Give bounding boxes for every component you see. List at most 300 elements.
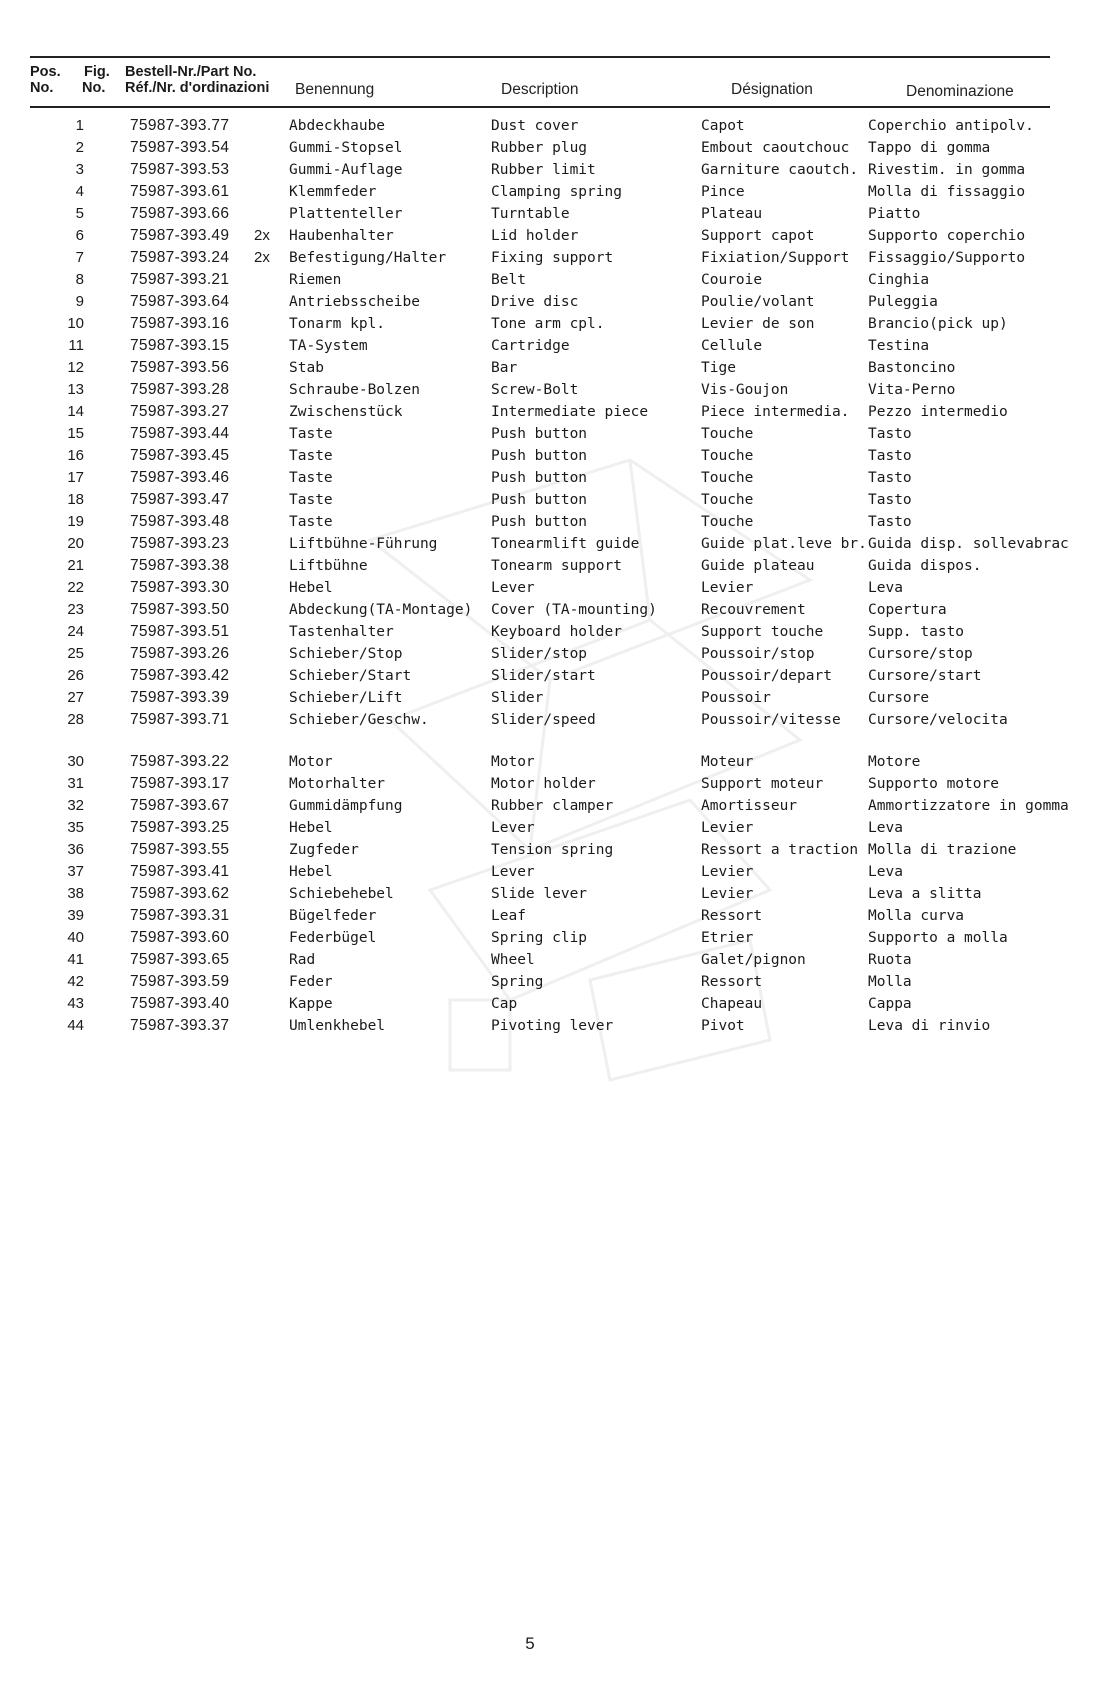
top-rule bbox=[30, 56, 1050, 58]
designation-cell: Vis-Goujon bbox=[701, 382, 789, 398]
pos-cell: 28 bbox=[67, 711, 84, 728]
denominazione-cell: Brancio(pick up) bbox=[868, 316, 1008, 332]
part-number-cell: 75987-393.42 bbox=[130, 667, 230, 684]
designation-cell: Moteur bbox=[701, 754, 754, 770]
pos-cell: 30 bbox=[67, 753, 84, 770]
pos-cell: 22 bbox=[67, 579, 84, 596]
denominazione-cell: Fissaggio/Supporto bbox=[868, 250, 1026, 266]
description-cell: Motor bbox=[491, 754, 535, 770]
denominazione-cell: Guida disp. sollevabrac bbox=[868, 536, 1069, 552]
part-number-cell: 75987-393.56 bbox=[130, 359, 230, 376]
description-cell: Wheel bbox=[491, 952, 535, 968]
pos-cell: 26 bbox=[67, 667, 84, 684]
pos-cell: 24 bbox=[67, 623, 84, 640]
pos-cell: 6 bbox=[75, 227, 84, 244]
denominazione-cell: Coperchio antipolv. bbox=[868, 118, 1034, 134]
designation-cell: Poussoir/depart bbox=[701, 668, 832, 684]
part-number-cell: 75987-393.44 bbox=[130, 425, 230, 442]
denominazione-cell: Tasto bbox=[868, 514, 912, 530]
table-row bbox=[0, 773, 1108, 795]
denominazione-cell: Leva bbox=[868, 820, 903, 836]
denominazione-cell: Copertura bbox=[868, 602, 947, 618]
benennung-cell: Schieber/Lift bbox=[289, 690, 403, 706]
denominazione-cell: Vita-Perno bbox=[868, 382, 956, 398]
description-cell: Drive disc bbox=[491, 294, 579, 310]
designation-cell: Galet/pignon bbox=[701, 952, 806, 968]
benennung-cell: Taste bbox=[289, 470, 333, 486]
table-row bbox=[0, 467, 1108, 489]
description-cell: Slider/start bbox=[491, 668, 596, 684]
header-description: Description bbox=[501, 81, 579, 98]
designation-cell: Levier de son bbox=[701, 316, 815, 332]
description-cell: Rubber clamper bbox=[491, 798, 614, 814]
designation-cell: Poussoir/stop bbox=[701, 646, 815, 662]
denominazione-cell: Ammortizzatore in gomma bbox=[868, 798, 1069, 814]
benennung-cell: Riemen bbox=[289, 272, 342, 288]
pos-cell: 42 bbox=[67, 973, 84, 990]
denominazione-cell: Bastoncino bbox=[868, 360, 956, 376]
part-number-cell: 75987-393.62 bbox=[130, 885, 230, 902]
part-number-cell: 75987-393.25 bbox=[130, 819, 230, 836]
part-number-cell: 75987-393.47 bbox=[130, 491, 230, 508]
benennung-cell: Hebel bbox=[289, 580, 333, 596]
benennung-cell: Abdeckhaube bbox=[289, 118, 386, 134]
denominazione-cell: Tasto bbox=[868, 492, 912, 508]
denominazione-cell: Molla curva bbox=[868, 908, 965, 924]
benennung-cell: Gummi-Auflage bbox=[289, 162, 403, 178]
description-cell: Motor holder bbox=[491, 776, 596, 792]
benennung-cell: TA-System bbox=[289, 338, 368, 354]
table-row bbox=[0, 709, 1108, 731]
designation-cell: Ressort bbox=[701, 908, 763, 924]
description-cell: Spring bbox=[491, 974, 544, 990]
benennung-cell: Schieber/Stop bbox=[289, 646, 403, 662]
designation-cell: Embout caoutchouc bbox=[701, 140, 850, 156]
benennung-cell: Taste bbox=[289, 514, 333, 530]
pos-cell: 7 bbox=[75, 249, 84, 266]
designation-cell: Poussoir/vitesse bbox=[701, 712, 841, 728]
part-number-cell: 75987-393.60 bbox=[130, 929, 230, 946]
header-denominazione: Denominazione bbox=[906, 83, 1014, 100]
pos-cell: 1 bbox=[75, 117, 84, 134]
denominazione-cell: Molla bbox=[868, 974, 912, 990]
denominazione-cell: Leva a slitta bbox=[868, 886, 982, 902]
designation-cell: Support moteur bbox=[701, 776, 824, 792]
part-number-cell: 75987-393.30 bbox=[130, 579, 230, 596]
table-row bbox=[0, 533, 1108, 555]
description-cell: Turntable bbox=[491, 206, 570, 222]
part-number-cell: 75987-393.38 bbox=[130, 557, 230, 574]
description-cell: Push button bbox=[491, 448, 588, 464]
part-number-cell: 75987-393.67 bbox=[130, 797, 230, 814]
benennung-cell: Kappe bbox=[289, 996, 333, 1012]
designation-cell: Levier bbox=[701, 580, 754, 596]
table-row bbox=[0, 687, 1108, 709]
table-row bbox=[0, 621, 1108, 643]
table-row bbox=[0, 137, 1108, 159]
designation-cell: Ressort a traction bbox=[701, 842, 859, 858]
denominazione-cell: Leva di rinvio bbox=[868, 1018, 991, 1034]
table-row bbox=[0, 225, 1108, 247]
benennung-cell: Hebel bbox=[289, 820, 333, 836]
benennung-cell: Motorhalter bbox=[289, 776, 386, 792]
table-row bbox=[0, 555, 1108, 577]
header-pos-line1: Pos. bbox=[30, 64, 61, 80]
description-cell: Push button bbox=[491, 492, 588, 508]
header-part-line1: Bestell-Nr./Part No. bbox=[125, 64, 257, 80]
part-number-cell: 75987-393.16 bbox=[130, 315, 230, 332]
part-number-cell: 75987-393.31 bbox=[130, 907, 230, 924]
pos-cell: 40 bbox=[67, 929, 84, 946]
table-row bbox=[0, 489, 1108, 511]
designation-cell: Ressort bbox=[701, 974, 763, 990]
denominazione-cell: Supp. tasto bbox=[868, 624, 965, 640]
denominazione-cell: Supporto a molla bbox=[868, 930, 1008, 946]
pos-cell: 43 bbox=[67, 995, 84, 1012]
part-number-cell: 75987-393.24 bbox=[130, 249, 230, 266]
designation-cell: Chapeau bbox=[701, 996, 763, 1012]
description-cell: Spring clip bbox=[491, 930, 588, 946]
denominazione-cell: Leva bbox=[868, 864, 903, 880]
pos-cell: 31 bbox=[67, 775, 84, 792]
part-number-cell: 75987-393.53 bbox=[130, 161, 230, 178]
table-row bbox=[0, 115, 1108, 137]
description-cell: Rubber limit bbox=[491, 162, 596, 178]
pos-cell: 23 bbox=[67, 601, 84, 618]
pos-cell: 36 bbox=[67, 841, 84, 858]
description-cell: Tone arm cpl. bbox=[491, 316, 605, 332]
part-number-cell: 75987-393.37 bbox=[130, 1017, 230, 1034]
benennung-cell: Zwischenstück bbox=[289, 404, 403, 420]
denominazione-cell: Tappo di gomma bbox=[868, 140, 991, 156]
pos-cell: 21 bbox=[67, 557, 84, 574]
pos-cell: 44 bbox=[67, 1017, 84, 1034]
benennung-cell: Umlenkhebel bbox=[289, 1018, 386, 1034]
part-number-cell: 75987-393.49 bbox=[130, 227, 230, 244]
benennung-cell: Zugfeder bbox=[289, 842, 359, 858]
part-number-cell: 75987-393.21 bbox=[130, 271, 230, 288]
pos-cell: 39 bbox=[67, 907, 84, 924]
table-row bbox=[0, 313, 1108, 335]
table-row bbox=[0, 927, 1108, 949]
part-number-cell: 75987-393.61 bbox=[130, 183, 230, 200]
pos-cell: 38 bbox=[67, 885, 84, 902]
description-cell: Cap bbox=[491, 996, 518, 1012]
header-part-line2: Réf./Nr. d'ordinazioni bbox=[125, 80, 270, 96]
pos-cell: 5 bbox=[75, 205, 84, 222]
benennung-cell: Motor bbox=[289, 754, 333, 770]
benennung-cell: Gummi-Stopsel bbox=[289, 140, 403, 156]
part-number-cell: 75987-393.48 bbox=[130, 513, 230, 530]
table-row bbox=[0, 401, 1108, 423]
pos-cell: 19 bbox=[67, 513, 84, 530]
benennung-cell: Antriebsscheibe bbox=[289, 294, 420, 310]
denominazione-cell: Tasto bbox=[868, 426, 912, 442]
part-number-cell: 75987-393.54 bbox=[130, 139, 230, 156]
header-fig-line1: Fig. bbox=[84, 64, 110, 80]
benennung-cell: Stab bbox=[289, 360, 324, 376]
designation-cell: Couroie bbox=[701, 272, 763, 288]
description-cell: Screw-Bolt bbox=[491, 382, 579, 398]
description-cell: Push button bbox=[491, 426, 588, 442]
header-fig-line2: No. bbox=[82, 80, 106, 96]
denominazione-cell: Motore bbox=[868, 754, 921, 770]
pos-cell: 20 bbox=[67, 535, 84, 552]
pos-cell: 8 bbox=[75, 271, 84, 288]
description-cell: Slide lever bbox=[491, 886, 588, 902]
part-number-cell: 75987-393.26 bbox=[130, 645, 230, 662]
part-number-cell: 75987-393.59 bbox=[130, 973, 230, 990]
denominazione-cell: Molla di trazione bbox=[868, 842, 1017, 858]
part-number-cell: 75987-393.23 bbox=[130, 535, 230, 552]
designation-cell: Amortisseur bbox=[701, 798, 798, 814]
designation-cell: Recouvrement bbox=[701, 602, 806, 618]
table-row bbox=[0, 905, 1108, 927]
description-cell: Slider bbox=[491, 690, 544, 706]
pos-cell: 27 bbox=[67, 689, 84, 706]
designation-cell: Garniture caoutch. bbox=[701, 162, 859, 178]
designation-cell: Guide plat.leve br. bbox=[701, 536, 867, 552]
pos-cell: 16 bbox=[67, 447, 84, 464]
part-number-cell: 75987-393.27 bbox=[130, 403, 230, 420]
benennung-cell: Tastenhalter bbox=[289, 624, 394, 640]
description-cell: Tonearmlift guide bbox=[491, 536, 640, 552]
part-number-cell: 75987-393.45 bbox=[130, 447, 230, 464]
description-cell: Cartridge bbox=[491, 338, 570, 354]
denominazione-cell: Ruota bbox=[868, 952, 912, 968]
table-row bbox=[0, 665, 1108, 687]
benennung-cell: Rad bbox=[289, 952, 316, 968]
page-number: 5 bbox=[525, 1634, 535, 1653]
benennung-cell: Schieber/Geschw. bbox=[289, 712, 429, 728]
part-number-cell: 75987-393.46 bbox=[130, 469, 230, 486]
designation-cell: Levier bbox=[701, 820, 754, 836]
benennung-cell: Federbügel bbox=[289, 930, 377, 946]
description-cell: Tonearm support bbox=[491, 558, 622, 574]
description-cell: Clamping spring bbox=[491, 184, 622, 200]
description-cell: Push button bbox=[491, 514, 588, 530]
denominazione-cell: Tasto bbox=[868, 448, 912, 464]
header-designation: Désignation bbox=[731, 81, 813, 98]
part-number-cell: 75987-393.28 bbox=[130, 381, 230, 398]
benennung-cell: Tonarm kpl. bbox=[289, 316, 386, 332]
benennung-cell: Klemmfeder bbox=[289, 184, 377, 200]
pos-cell: 35 bbox=[67, 819, 84, 836]
denominazione-cell: Supporto motore bbox=[868, 776, 999, 792]
denominazione-cell: Leva bbox=[868, 580, 903, 596]
pos-cell: 25 bbox=[67, 645, 84, 662]
table-row bbox=[0, 269, 1108, 291]
designation-cell: Capot bbox=[701, 118, 745, 134]
benennung-cell: Schieber/Start bbox=[289, 668, 412, 684]
description-cell: Fixing support bbox=[491, 250, 614, 266]
part-number-cell: 75987-393.64 bbox=[130, 293, 230, 310]
denominazione-cell: Puleggia bbox=[868, 294, 938, 310]
table-row bbox=[0, 751, 1108, 773]
designation-cell: Touche bbox=[701, 492, 754, 508]
table-row bbox=[0, 861, 1108, 883]
benennung-cell: Taste bbox=[289, 426, 333, 442]
benennung-cell: Liftbühne bbox=[289, 558, 368, 574]
table-row bbox=[0, 883, 1108, 905]
table-row bbox=[0, 993, 1108, 1015]
part-number-cell: 75987-393.71 bbox=[130, 711, 230, 728]
denominazione-cell: Cursore/start bbox=[868, 668, 982, 684]
designation-cell: Etrier bbox=[701, 930, 754, 946]
pos-cell: 14 bbox=[67, 403, 84, 420]
description-cell: Bar bbox=[491, 360, 518, 376]
part-number-cell: 75987-393.17 bbox=[130, 775, 230, 792]
table-row bbox=[0, 599, 1108, 621]
denominazione-cell: Rivestim. in gomma bbox=[868, 162, 1026, 178]
table-row bbox=[0, 335, 1108, 357]
description-cell: Dust cover bbox=[491, 118, 579, 134]
denominazione-cell: Cursore bbox=[868, 690, 930, 706]
designation-cell: Levier bbox=[701, 864, 754, 880]
designation-cell: Piece intermedia. bbox=[701, 404, 850, 420]
designation-cell: Support capot bbox=[701, 228, 815, 244]
table-row bbox=[0, 971, 1108, 993]
table-row bbox=[0, 423, 1108, 445]
denominazione-cell: Cinghia bbox=[868, 272, 930, 288]
table-row bbox=[0, 445, 1108, 467]
benennung-cell: Taste bbox=[289, 448, 333, 464]
designation-cell: Fixiation/Support bbox=[701, 250, 850, 266]
designation-cell: Touche bbox=[701, 470, 754, 486]
pos-cell: 17 bbox=[67, 469, 84, 486]
pos-cell: 37 bbox=[67, 863, 84, 880]
benennung-cell: Haubenhalter bbox=[289, 228, 394, 244]
denominazione-cell: Cursore/velocita bbox=[868, 712, 1008, 728]
designation-cell: Pince bbox=[701, 184, 745, 200]
denominazione-cell: Molla di fissaggio bbox=[868, 184, 1026, 200]
denominazione-cell: Cappa bbox=[868, 996, 912, 1012]
pos-cell: 2 bbox=[75, 139, 84, 156]
description-cell: Pivoting lever bbox=[491, 1018, 614, 1034]
designation-cell: Touche bbox=[701, 426, 754, 442]
pos-cell: 18 bbox=[67, 491, 84, 508]
description-cell: Lid holder bbox=[491, 228, 579, 244]
part-number-cell: 75987-393.39 bbox=[130, 689, 230, 706]
description-cell: Belt bbox=[491, 272, 526, 288]
description-cell: Leaf bbox=[491, 908, 526, 924]
denominazione-cell: Pezzo intermedio bbox=[868, 404, 1008, 420]
designation-cell: Tige bbox=[701, 360, 736, 376]
denominazione-cell: Testina bbox=[868, 338, 930, 354]
designation-cell: Plateau bbox=[701, 206, 763, 222]
designation-cell: Support touche bbox=[701, 624, 824, 640]
part-number-cell: 75987-393.55 bbox=[130, 841, 230, 858]
description-cell: Slider/stop bbox=[491, 646, 588, 662]
pos-cell: 15 bbox=[67, 425, 84, 442]
pos-cell: 9 bbox=[75, 293, 84, 310]
designation-cell: Touche bbox=[701, 514, 754, 530]
designation-cell: Poussoir bbox=[701, 690, 771, 706]
description-cell: Lever bbox=[491, 820, 535, 836]
pos-cell: 41 bbox=[67, 951, 84, 968]
denominazione-cell: Guida dispos. bbox=[868, 558, 982, 574]
part-number-cell: 75987-393.22 bbox=[130, 753, 230, 770]
table-row bbox=[0, 379, 1108, 401]
description-cell: Lever bbox=[491, 864, 535, 880]
table-row bbox=[0, 817, 1108, 839]
description-cell: Rubber plug bbox=[491, 140, 588, 156]
table-row bbox=[0, 357, 1108, 379]
part-number-cell: 75987-393.15 bbox=[130, 337, 230, 354]
quantity-cell: 2x bbox=[254, 249, 270, 266]
table-row bbox=[0, 577, 1108, 599]
description-cell: Slider/speed bbox=[491, 712, 596, 728]
header-benennung: Benennung bbox=[295, 81, 375, 98]
table-row bbox=[0, 1015, 1108, 1037]
benennung-cell: Hebel bbox=[289, 864, 333, 880]
denominazione-cell: Supporto coperchio bbox=[868, 228, 1026, 244]
pos-cell: 12 bbox=[67, 359, 84, 376]
description-cell: Tension spring bbox=[491, 842, 614, 858]
benennung-cell: Abdeckung(TA-Montage) bbox=[289, 602, 473, 618]
part-number-cell: 75987-393.41 bbox=[130, 863, 230, 880]
benennung-cell: Feder bbox=[289, 974, 333, 990]
benennung-cell: Schiebehebel bbox=[289, 886, 394, 902]
part-number-cell: 75987-393.51 bbox=[130, 623, 230, 640]
pos-cell: 32 bbox=[67, 797, 84, 814]
benennung-cell: Liftbühne-Führung bbox=[289, 536, 438, 552]
pos-cell: 3 bbox=[75, 161, 84, 178]
header-rule bbox=[30, 106, 1050, 108]
description-cell: Lever bbox=[491, 580, 535, 596]
table-row bbox=[0, 511, 1108, 533]
pos-cell: 10 bbox=[67, 315, 84, 332]
description-cell: Keyboard holder bbox=[491, 624, 622, 640]
designation-cell: Levier bbox=[701, 886, 754, 902]
table-row bbox=[0, 795, 1108, 817]
part-number-cell: 75987-393.40 bbox=[130, 995, 230, 1012]
table-row bbox=[0, 159, 1108, 181]
designation-cell: Touche bbox=[701, 448, 754, 464]
pos-cell: 4 bbox=[75, 183, 84, 200]
table-row bbox=[0, 203, 1108, 225]
table-row bbox=[0, 181, 1108, 203]
denominazione-cell: Tasto bbox=[868, 470, 912, 486]
designation-cell: Guide plateau bbox=[701, 558, 815, 574]
benennung-cell: Bügelfeder bbox=[289, 908, 377, 924]
header-pos-line2: No. bbox=[30, 80, 54, 96]
benennung-cell: Schraube-Bolzen bbox=[289, 382, 420, 398]
benennung-cell: Gummidämpfung bbox=[289, 798, 403, 814]
table-row bbox=[0, 643, 1108, 665]
part-number-cell: 75987-393.65 bbox=[130, 951, 230, 968]
part-number-cell: 75987-393.77 bbox=[130, 117, 230, 134]
designation-cell: Pivot bbox=[701, 1018, 745, 1034]
description-cell: Intermediate piece bbox=[491, 404, 649, 420]
description-cell: Cover (TA-mounting) bbox=[491, 602, 657, 618]
part-number-cell: 75987-393.66 bbox=[130, 205, 230, 222]
table-row bbox=[0, 839, 1108, 861]
benennung-cell: Taste bbox=[289, 492, 333, 508]
pos-cell: 11 bbox=[68, 337, 84, 354]
benennung-cell: Plattenteller bbox=[289, 206, 403, 222]
denominazione-cell: Piatto bbox=[868, 206, 921, 222]
table-row bbox=[0, 291, 1108, 313]
description-cell: Push button bbox=[491, 470, 588, 486]
designation-cell: Poulie/volant bbox=[701, 294, 815, 310]
designation-cell: Cellule bbox=[701, 338, 763, 354]
pos-cell: 13 bbox=[67, 381, 84, 398]
benennung-cell: Befestigung/Halter bbox=[289, 250, 447, 266]
part-number-cell: 75987-393.50 bbox=[130, 601, 230, 618]
denominazione-cell: Cursore/stop bbox=[868, 646, 973, 662]
quantity-cell: 2x bbox=[254, 227, 270, 244]
